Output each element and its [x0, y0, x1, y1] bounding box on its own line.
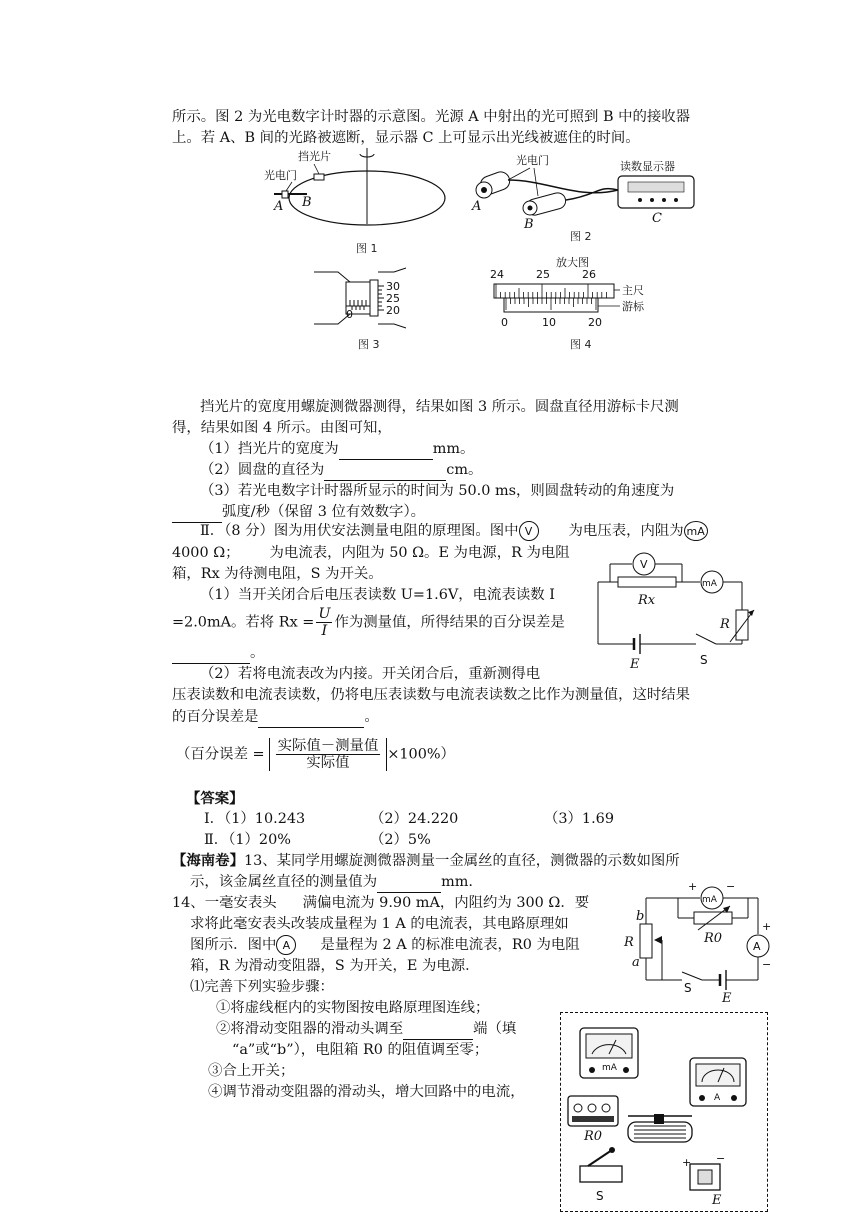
percent-error-formula: （百分误差 = $\frac{\text{实际值－测量值}}{\text{实际值}}$ ×100%） — [176, 738, 455, 771]
q14-step-2-cont: “a”或“b”），电阻箱 R0 的阻值调至零； — [232, 1042, 489, 1058]
fig2-label-display: 读数显示器 — [620, 160, 675, 173]
part1-line-1: 挡光片的宽度用螺旋测微器测得，结果如图 3 所示。圆盘直径用游标卡尺测 — [200, 399, 679, 415]
q14-step-2: ②将滑动变阻器的滑动头调至 端（填 — [216, 1018, 516, 1040]
obj-ma-label: mA — [602, 1063, 617, 1073]
fig1-label-gate: 光电门 — [264, 169, 297, 182]
fig4-main-24: 24 — [490, 268, 504, 281]
voltmeter-symbol: V — [519, 521, 539, 541]
fig3-zero: 0 — [346, 308, 353, 321]
circuit1-ma-label: mA — [702, 579, 717, 589]
fig2-caption: 图 2 — [570, 230, 592, 243]
obj-a-label: A — [714, 1093, 721, 1103]
milliammeter-symbol: mA — [684, 521, 708, 541]
figure-2 — [468, 150, 730, 230]
circuit1-s-label: S — [700, 653, 708, 667]
circuit1-rx-label: Rx — [638, 593, 656, 608]
answer-header: 【答案】 — [186, 791, 244, 807]
q14-step-1: ①将虚线框内的实物图按电路原理图连线； — [216, 1000, 490, 1016]
q13-answer-blank[interactable] — [377, 876, 441, 893]
q2-answer-blank[interactable] — [324, 464, 446, 481]
fig3-tick-25: 25 — [386, 292, 400, 305]
part1-line-2: 得，结果如图 4 所示。由图可知， — [172, 420, 392, 436]
q13-line-1: 【海南卷】13、某同学用螺旋测微器测量一金属丝的直径，测微器的示数如图所 — [172, 853, 680, 869]
fig2-label-c: C — [652, 211, 662, 226]
circuit2-ma-label: mA — [702, 895, 717, 905]
part2-line-6: 。 — [172, 642, 264, 664]
part2-line-1: Ⅱ．（8 分）图为用伏安法测量电阻的原理图。图中 V 为电压表，内阻为 mA — [200, 520, 708, 542]
q14-line-2: 求将此毫安表头改装成量程为 1 A 的电流表，其电路原理如 — [190, 916, 569, 932]
fig4-caption: 图 4 — [570, 338, 592, 351]
obj-s-label: S — [596, 1189, 604, 1203]
ammeter-symbol: A — [276, 935, 296, 955]
circuit1-r-label: R — [720, 617, 730, 632]
circuit2-plus-2: + — [762, 920, 772, 933]
circuit2-r0-label: R0 — [704, 931, 723, 946]
answer-row2-a: Ⅱ．（1）20% — [204, 832, 291, 848]
answer-row1-c: （3）1.69 — [544, 811, 614, 827]
fig1-label-b: B — [302, 195, 312, 210]
fig3-tick-30: 30 — [386, 280, 400, 293]
fig4-title: 放大图 — [556, 256, 589, 269]
part2-line-4: （1）当开关闭合后电压表读数 U=1.6V，电流表读数 I — [200, 587, 555, 603]
part1-q2: （2）圆盘的直径为 cm。 — [200, 459, 482, 481]
q14-step-0: ⑴完善下列实验步骤： — [190, 979, 334, 995]
fig2-label-gate: 光电门 — [516, 154, 549, 167]
obj-e-plus: + — [682, 1156, 692, 1169]
circuit2-minus-2: − — [762, 958, 772, 971]
equipment-objects — [564, 1016, 764, 1210]
figure-4 — [486, 256, 666, 336]
circuit2-s-label: S — [684, 981, 692, 995]
fig4-main-label: 主尺 — [622, 284, 644, 297]
circuit-diagram-2 — [618, 872, 788, 1006]
fig3-tick-20: 20 — [386, 304, 400, 317]
circuit2-r-label: R — [624, 935, 634, 950]
fig4-vernier-20: 20 — [588, 316, 602, 329]
fig1-caption: 图 1 — [356, 242, 378, 255]
part2-q1-answer-blank[interactable] — [172, 647, 250, 664]
part2-line-8: 压表读数和电流表读数，仍将电压表读数与电流表读数之比作为测量值，这时结果 — [172, 687, 691, 703]
figure-3 — [310, 266, 430, 334]
part1-q1: （1）挡光片的宽度为 mm。 — [200, 438, 474, 460]
circuit2-e-label: E — [722, 991, 732, 1006]
q14-step-4: ④调节滑动变阻器的滑动头，增大回路中的电流， — [208, 1084, 525, 1100]
fig4-vernier-0: 0 — [501, 316, 508, 329]
fig3-caption: 图 3 — [358, 338, 380, 351]
part2-line-9: 的百分误差是 。 — [172, 706, 379, 728]
part1-q3-line-2: 弧度/秒（保留 3 位有效数字）。 — [172, 501, 425, 523]
q14-step-3: ③合上开关； — [208, 1063, 295, 1079]
circuit2-minus-1: − — [726, 880, 736, 893]
fig4-vernier-label: 游标 — [622, 300, 644, 313]
intro-line-1: 所示。图 2 为光电数字计时器的示意图。光源 A 中射出的光可照到 B 中的接收器 — [172, 109, 691, 125]
fig4-main-25: 25 — [536, 268, 550, 281]
answer-row2-b: （2）5% — [370, 832, 431, 848]
fig1-label-shade: 挡光片 — [298, 150, 331, 163]
intro-line-2: 上。若 A、B 间的光路被遮断，显示器 C 上可显示出光线被遮住的时间。 — [172, 130, 640, 146]
fig4-vernier-10: 10 — [542, 316, 556, 329]
obj-r0-label: R0 — [584, 1129, 603, 1144]
q14-line-1: 14、一毫安表头 满偏电流为 9.90 mA，内阻约为 300 Ω．要 — [172, 895, 590, 911]
q14-step2-answer-blank[interactable] — [403, 1023, 473, 1040]
part1-q3-line-1: （3）若光电数字计时器所显示的时间为 50.0 ms，则圆盘转动的角速度为 — [200, 483, 675, 499]
obj-e-minus: − — [716, 1152, 726, 1165]
ratio-fraction: $\frac{U}{I}$ — [318, 606, 331, 639]
part2-line-7: （2）若将电流表改为内接。开关闭合后，重新测得电 — [200, 666, 541, 682]
circuit1-e-label: E — [630, 657, 640, 672]
q1-answer-blank[interactable] — [339, 443, 433, 460]
circuit2-b-label: b — [636, 909, 645, 924]
answer-row1-b: （2）24.220 — [370, 811, 459, 827]
fig2-label-a: A — [472, 199, 482, 214]
circuit-diagram-1 — [592, 548, 760, 672]
answer-row1-a: Ⅰ．（1）10.243 — [204, 811, 306, 827]
fig4-main-26: 26 — [582, 268, 596, 281]
circuit2-plus-1: + — [688, 880, 698, 893]
fig2-label-b: B — [524, 217, 534, 230]
circuit2-a-label: A — [753, 940, 761, 953]
q14-line-4: 箱，R 为滑动变阻器，S 为开关，E 为电源． — [190, 958, 480, 974]
part2-line-5: =2.0mA。若将 Rx = $\frac{U}{I}$ 作为测量值，所得结果的百分误差是 — [172, 606, 565, 639]
fig1-label-a: A — [274, 199, 284, 214]
obj-e-label: E — [712, 1193, 722, 1208]
q14-line-3: 图所示．图中 A 是量程为 2 A 的标准电流表，R0 为电阻 — [190, 937, 580, 953]
part2-line-3: 箱，Rx 为待测电阻，S 为开关。 — [172, 566, 383, 582]
circuit1-v-label: V — [640, 558, 648, 571]
circuit2-aa-label: a — [632, 955, 640, 970]
part2-line-2: 4000 Ω； 为电流表，内阻为 50 Ω。E 为电源，R 为电阻 — [172, 545, 570, 561]
q13-line-2: 示，该金属丝直径的测量值为 mm. — [190, 871, 473, 893]
part2-q2-answer-blank[interactable] — [258, 711, 364, 728]
